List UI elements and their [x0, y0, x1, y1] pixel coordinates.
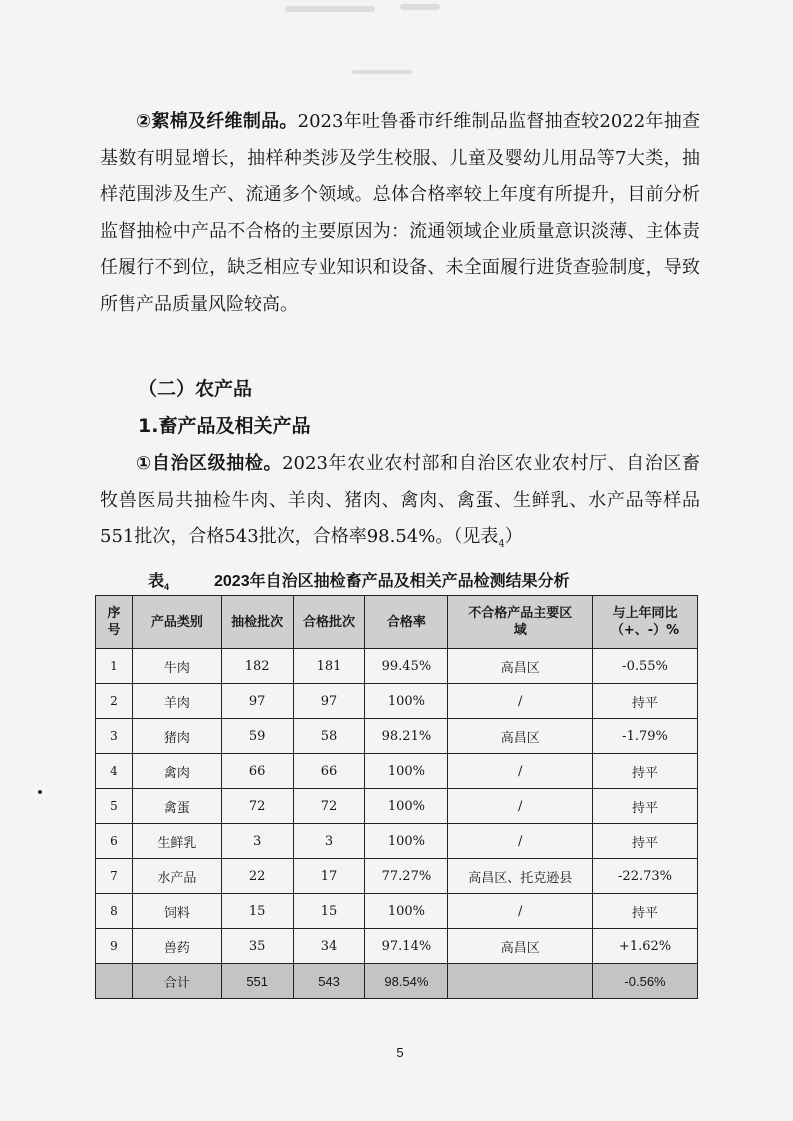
cell-yoy: -22.73% [593, 859, 698, 894]
cell-sampled: 59 [221, 719, 293, 754]
cell-qualified: 17 [293, 859, 365, 894]
cell-qualified: 181 [293, 649, 365, 684]
cell-category: 禽肉 [132, 754, 221, 789]
cell-index [96, 964, 133, 999]
cell-rate: 100% [365, 684, 448, 719]
cell-rate: 100% [365, 894, 448, 929]
cell-category: 水产品 [132, 859, 221, 894]
cell-total-rate: 98.54% [365, 964, 448, 999]
cell-category: 生鲜乳 [132, 824, 221, 859]
cell-region: 高昌区、托克逊县 [448, 859, 593, 894]
subsection-heading: 1.畜产品及相关产品 [138, 415, 311, 437]
cell-index: 7 [96, 859, 133, 894]
cell-region: 高昌区 [448, 649, 593, 684]
header-rate: 合格率 [365, 596, 448, 649]
header-region: 不合格产品主要区域 [448, 596, 593, 649]
table-row [96, 859, 698, 894]
paragraph-text: 2023年吐鲁番市纤维制品监督抽查较2022年抽查基数有明显增长，抽样种类涉及学生校服、儿童及婴幼儿用品等7大类，抽样范围涉及生产、流通多个领域。总体合格率较上年度有所提升，目前分析监督抽检中产品不合格的主要原因为：流通领域企业质量意识淡薄、主体责任履行不到位，缺乏相应专业知识和设备、未全面履行进货查验制度，导致所售产品质量风险较高。 [100, 111, 700, 315]
cell-sampled: 72 [221, 789, 293, 824]
table-row [96, 649, 698, 684]
cell-region: 高昌区 [448, 719, 593, 754]
cell-total-qualified: 543 [293, 964, 365, 999]
header-sampled: 抽检批次 [221, 596, 293, 649]
cell-qualified: 97 [293, 684, 365, 719]
cell-qualified: 66 [293, 754, 365, 789]
table-ref-sub: 4 [498, 538, 505, 550]
cell-rate: 98.21% [365, 719, 448, 754]
cell-sampled: 15 [221, 894, 293, 929]
cell-rate: 97.14% [365, 929, 448, 964]
table-row [96, 894, 698, 929]
paragraph-text: 2023年农业农村部和自治区农业农村厅、自治区畜牧兽医局共抽检牛肉、羊肉、猪肉、禽肉、禽蛋、生鲜乳、水产品等样品551批次，合格543批次，合格率98.54%。（见表 [100, 453, 700, 547]
cell-yoy: +1.62% [593, 929, 698, 964]
table-row [96, 719, 698, 754]
scan-dot [38, 790, 42, 794]
cell-category: 饲料 [132, 894, 221, 929]
cell-sampled: 3 [221, 824, 293, 859]
cell-qualified: 72 [293, 789, 365, 824]
cell-total-sampled: 551 [221, 964, 293, 999]
results-table [95, 595, 698, 999]
cell-category: 牛肉 [132, 649, 221, 684]
cell-category: 兽药 [132, 929, 221, 964]
cell-index: 4 [96, 754, 133, 789]
page-number: 5 [396, 1045, 404, 1060]
cell-region: / [448, 684, 593, 719]
table-title: 2023年自治区抽检畜产品及相关产品检测结果分析 [214, 573, 570, 590]
table-row [96, 789, 698, 824]
table-label: 表 [148, 573, 165, 590]
paragraph-lead: ②絮棉及纤维制品。 [136, 111, 298, 132]
cell-yoy: 持平 [593, 684, 698, 719]
cell-sampled: 182 [221, 649, 293, 684]
cell-category: 禽蛋 [132, 789, 221, 824]
paragraph-lead: ①自治区级抽检。 [136, 453, 283, 474]
table-row [96, 929, 698, 964]
header-index: 序号 [96, 596, 133, 649]
cell-yoy: 持平 [593, 894, 698, 929]
table-label-sub: 4 [164, 582, 170, 593]
cell-yoy: -0.55% [593, 649, 698, 684]
cell-index: 6 [96, 824, 133, 859]
cell-category: 羊肉 [132, 684, 221, 719]
header-category: 产品类别 [132, 596, 221, 649]
cell-region: / [448, 754, 593, 789]
cell-region: 高昌区 [448, 929, 593, 964]
section-heading: （二）农产品 [138, 378, 253, 400]
table-caption [148, 568, 668, 592]
paragraph-fiber-products [100, 104, 700, 323]
header-yoy: 与上年同比（+、-）% [593, 596, 698, 649]
cell-yoy: 持平 [593, 789, 698, 824]
cell-index: 9 [96, 929, 133, 964]
paragraph-regional-inspection [100, 446, 700, 563]
cell-index: 8 [96, 894, 133, 929]
cell-index: 1 [96, 649, 133, 684]
cell-qualified: 15 [293, 894, 365, 929]
cell-yoy: 持平 [593, 824, 698, 859]
cell-rate: 100% [365, 824, 448, 859]
cell-category: 猪肉 [132, 719, 221, 754]
cell-qualified: 58 [293, 719, 365, 754]
scan-artifact [352, 70, 412, 74]
table-total-row [96, 964, 698, 999]
table-row [96, 684, 698, 719]
cell-sampled: 66 [221, 754, 293, 789]
scan-artifact [285, 6, 375, 12]
cell-index: 2 [96, 684, 133, 719]
cell-sampled: 35 [221, 929, 293, 964]
cell-region: / [448, 824, 593, 859]
cell-index: 5 [96, 789, 133, 824]
cell-sampled: 97 [221, 684, 293, 719]
cell-index: 3 [96, 719, 133, 754]
cell-rate: 100% [365, 754, 448, 789]
cell-rate: 99.45% [365, 649, 448, 684]
cell-total-yoy: -0.56% [593, 964, 698, 999]
cell-sampled: 22 [221, 859, 293, 894]
table-row [96, 754, 698, 789]
cell-region: / [448, 894, 593, 929]
header-qualified: 合格批次 [293, 596, 365, 649]
cell-yoy: -1.79% [593, 719, 698, 754]
cell-rate: 100% [365, 789, 448, 824]
scan-artifact [400, 4, 440, 10]
cell-region: / [448, 789, 593, 824]
cell-qualified: 34 [293, 929, 365, 964]
cell-rate: 77.27% [365, 859, 448, 894]
cell-total-label: 合计 [132, 964, 221, 999]
cell-total-region [448, 964, 593, 999]
cell-yoy: 持平 [593, 754, 698, 789]
table-header-row [96, 596, 698, 649]
cell-qualified: 3 [293, 824, 365, 859]
paragraph-close: ） [504, 526, 523, 547]
table-row [96, 824, 698, 859]
